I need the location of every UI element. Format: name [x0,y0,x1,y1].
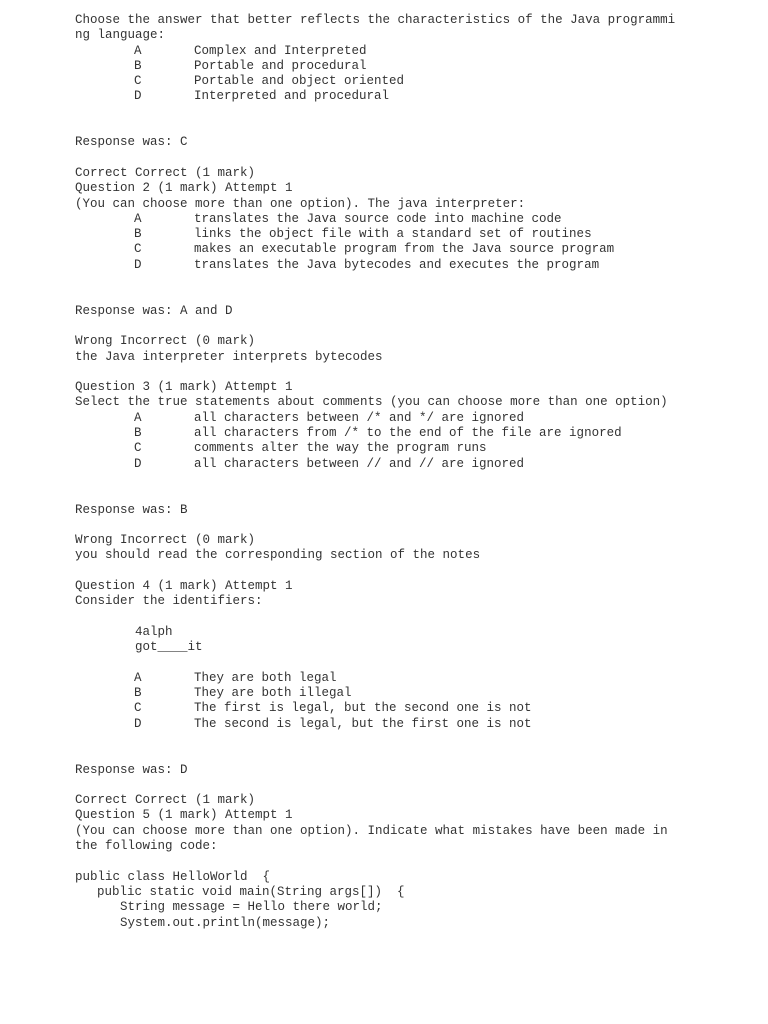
question-2-options [75,212,685,273]
question-1-result: Correct Correct (1 mark) [75,165,256,180]
option-row [75,44,685,59]
identifier-2: got____it [135,640,203,655]
question-3-prompt: Select the true statements about comments (you can choose more than one option) [75,395,668,410]
option-text: all characters from /* to the end of the file are ignored [194,426,622,441]
option-row [75,671,685,686]
option-letter: C [134,701,142,716]
option-text: all characters between // and // are ignored [194,456,525,471]
quiz-results-document [75,13,685,931]
identifier-1: 4alph [135,624,173,639]
option-text: The second is legal, but the first one is not [194,716,532,731]
question-2-response: Response was: A and D [75,303,233,318]
option-row [75,717,685,732]
question-1-prompt: Choose the answer that better reflects the characteristics of the Java programmi [75,13,676,27]
option-text: comments alter the way the program runs [194,441,487,456]
option-row [75,701,685,716]
question-2-header: Question 2 (1 mark) Attempt 1 [75,181,293,196]
question-3-header: Question 3 (1 mark) Attempt 1 [75,380,293,395]
option-row [75,227,685,242]
question-1-prompt-cont: ng language: [75,28,166,43]
question-2-prompt: (You can choose more than one option). The java interpreter: [75,196,526,211]
code-line: System.out.println(message); [120,915,331,930]
code-block [75,870,685,931]
question-2-result: Wrong Incorrect (0 mark) [75,334,256,349]
question-3-options [75,411,685,472]
option-letter: D [134,89,142,104]
option-letter: A [134,410,142,425]
question-1-options [75,44,685,105]
option-row [75,441,685,456]
question-3-response: Response was: B [75,502,188,517]
question-3-result: Wrong Incorrect (0 mark) [75,533,256,548]
option-row [75,242,685,257]
question-4-result: Correct Correct (1 mark) [75,793,256,808]
code-line: String message = Hello there world; [120,900,383,915]
option-text: They are both legal [194,670,337,685]
option-text: links the object file with a standard set of routines [194,227,592,242]
code-line: public class HelloWorld { [75,869,271,884]
option-letter: B [134,227,142,242]
option-row [75,426,685,441]
option-letter: C [134,441,142,456]
code-line: public static void main(String args[]) { [97,884,405,899]
question-2-feedback: the Java interpreter interprets bytecodes [75,349,383,364]
option-row [75,457,685,472]
option-row [75,411,685,426]
option-text: The first is legal, but the second one is not [194,701,532,716]
option-text: translates the Java source code into machine code [194,211,562,226]
option-letter: B [134,686,142,701]
question-4-response: Response was: D [75,762,188,777]
option-letter: B [134,58,142,73]
option-row [75,59,685,74]
question-5-header: Question 5 (1 mark) Attempt 1 [75,808,293,823]
option-text: all characters between /* and */ are ignored [194,410,525,425]
option-row [75,258,685,273]
question-4-prompt: Consider the identifiers: [75,594,263,609]
option-text: translates the Java bytecodes and executes the program [194,257,600,272]
question-5-prompt: (You can choose more than one option). Indicate what mistakes have been made in [75,823,668,838]
option-letter: C [134,242,142,257]
option-row [75,74,685,89]
option-row [75,89,685,104]
option-text: Portable and object oriented [194,74,405,89]
option-text: They are both illegal [194,686,352,701]
option-letter: A [134,43,142,58]
option-text: Portable and procedural [194,58,367,73]
question-4-header: Question 4 (1 mark) Attempt 1 [75,578,293,593]
option-letter: D [134,456,142,471]
question-3-feedback: you should read the corresponding section of the notes [75,548,481,563]
option-text: Interpreted and procedural [194,89,390,104]
option-text: Complex and Interpreted [194,43,367,58]
option-letter: D [134,257,142,272]
option-text: makes an executable program from the Java source program [194,242,615,257]
question-1-response: Response was: C [75,135,188,150]
option-letter: C [134,74,142,89]
question-5-prompt-cont: the following code: [75,839,218,854]
option-letter: D [134,716,142,731]
option-row [75,686,685,701]
option-row [75,212,685,227]
option-letter: A [134,211,142,226]
question-4-options [75,671,685,732]
option-letter: A [134,670,142,685]
option-letter: B [134,426,142,441]
